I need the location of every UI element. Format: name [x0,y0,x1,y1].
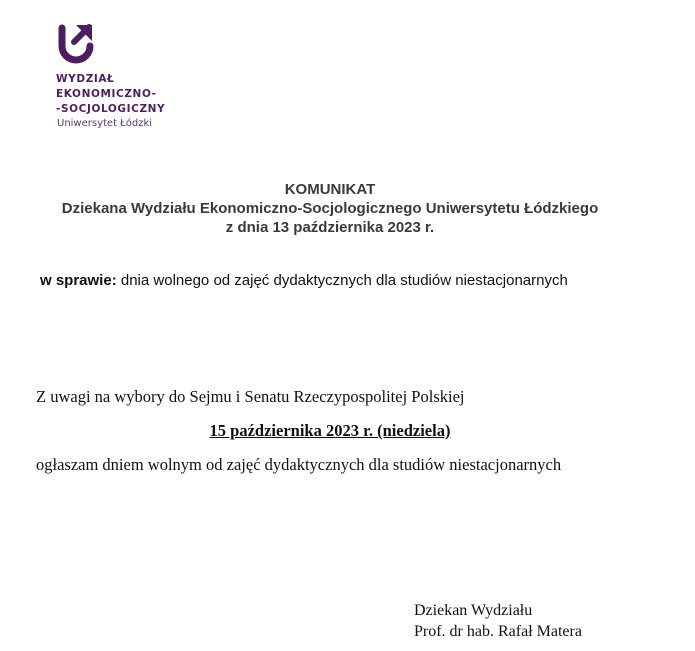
holiday-date: 15 października 2023 r. (niedziela) [209,421,451,440]
body-line-declaration: ogłaszam dniem wolnym od zajęć dydaktycznych dla studiów niestacjonarnych [36,455,562,474]
signature-role: Dziekan Wydziału [414,602,533,619]
faculty-logo [56,22,96,64]
body-line-reason: Z uwagi na wybory do Sejmu i Senatu Rzeczypospolitej Polskiej [36,387,465,406]
faculty-name-line-2: EKONOMICZNO- [56,88,157,100]
faculty-name [56,72,165,117]
announcement-title: KOMUNIKAT [284,181,376,198]
announcement-heading [0,180,660,237]
announcement-issuer: Dziekana Wydziału Ekonomiczno-Socjologicznego Uniwersytetu Łódzkiego [61,200,599,217]
subject-text: dnia wolnego od zajęć dydaktycznych dla studiów niestacjonarnych [116,272,568,289]
announcement-date: z dnia 13 października 2023 r. [225,219,435,236]
signature-block [414,600,582,642]
faculty-name-line-3: -SOCJOLOGICZNY [56,103,166,115]
signature-name: Prof. dr hab. Rafał Matera [414,623,582,640]
subject-label: w sprawie: [40,272,117,289]
university-arrow-logo-icon [56,22,96,64]
faculty-name-line-1: WYDZIAŁ [56,73,115,85]
subject-line [40,272,568,289]
university-name: Uniwersytet Łódzki [57,118,153,129]
